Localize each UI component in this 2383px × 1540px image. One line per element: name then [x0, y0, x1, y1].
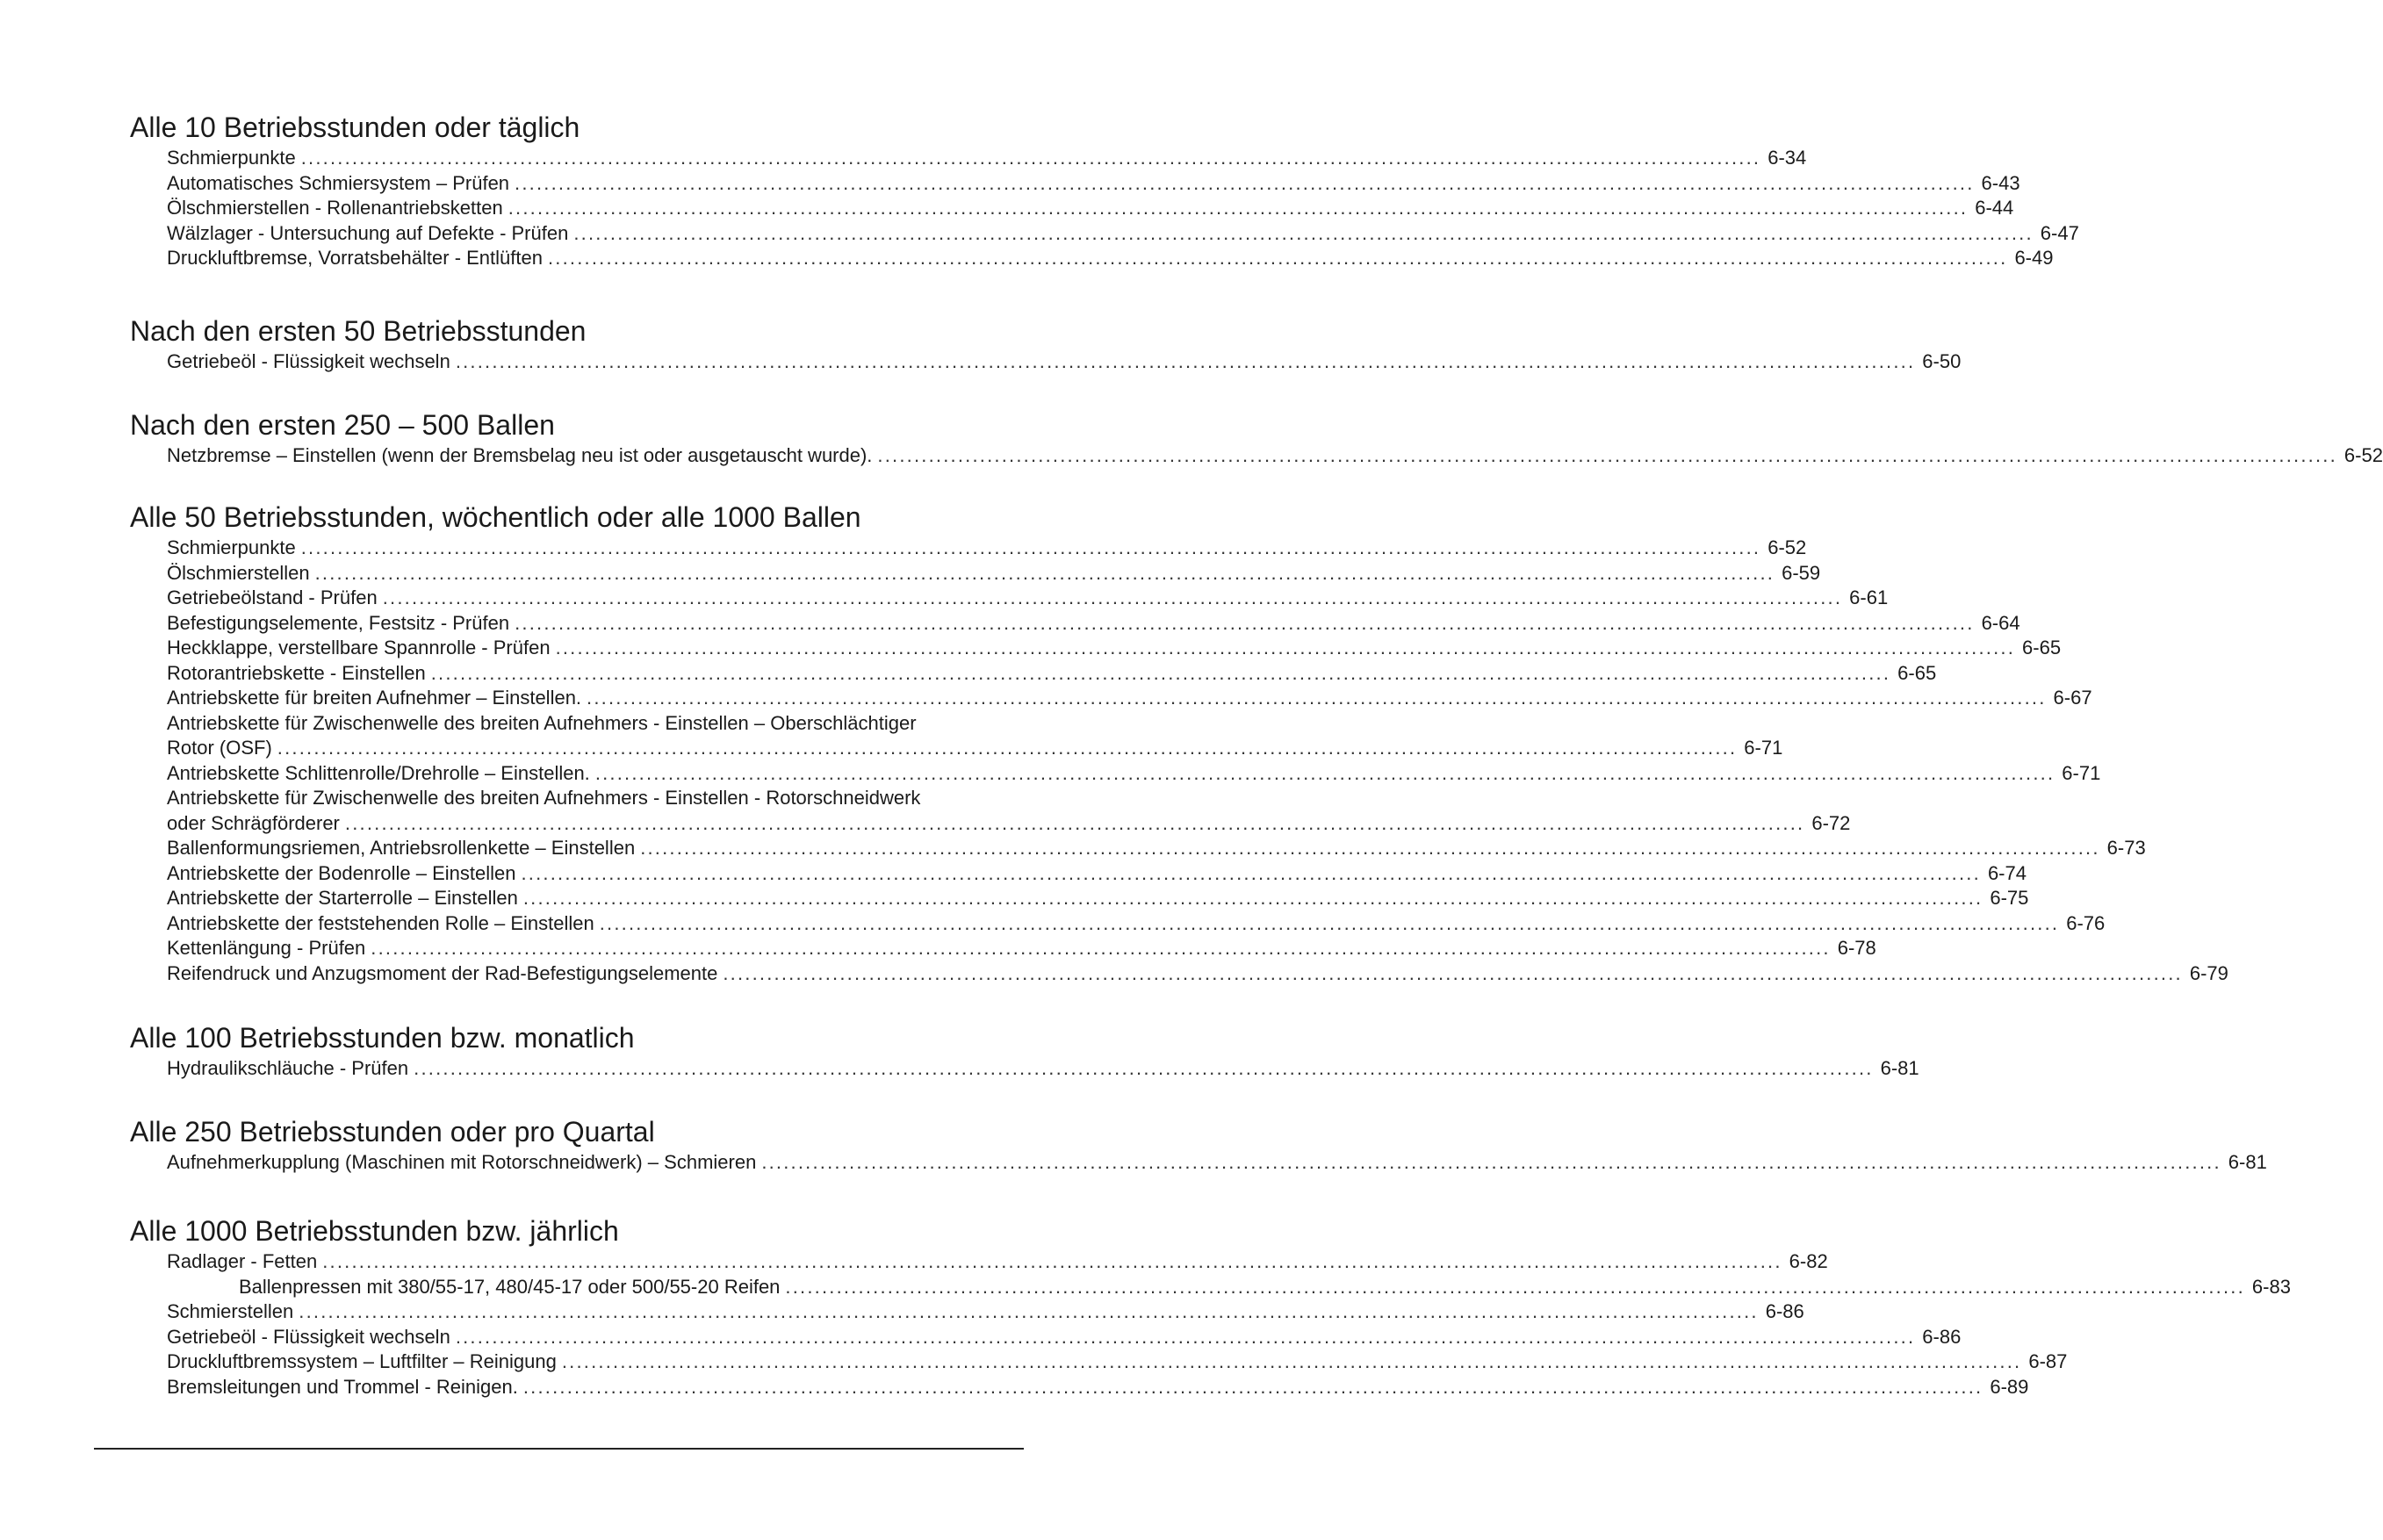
- entry-label: Schmierstellen: [167, 1300, 294, 1322]
- entry-label: Schmierpunkte: [167, 536, 296, 558]
- entry-label: Getriebeöl - Flüssigkeit wechseln: [167, 1325, 450, 1348]
- dot-leader: ........................................................................................................................................................................................................: [430, 661, 1891, 684]
- entry-label: Antriebskette der Bodenrolle – Einstellen: [167, 861, 516, 884]
- entry-label: Bremsleitungen und Trommel - Reinigen.: [167, 1375, 518, 1398]
- toc-entry[interactable]: [167, 246, 2054, 271]
- entry-list: [130, 443, 2383, 469]
- entry-page-number: 6-44: [1975, 197, 2014, 219]
- entry-page-number: 6-86: [1922, 1325, 1962, 1348]
- toc-entry[interactable]: [167, 936, 1876, 961]
- entry-page-number: 6-81: [2228, 1151, 2267, 1173]
- entry-list: [130, 349, 1962, 375]
- toc-entry[interactable]: [167, 349, 1962, 375]
- dot-leader: ........................................................................................................................................................................................................: [300, 536, 1761, 558]
- entry-label: Hydraulikschläuche - Prüfen: [167, 1057, 409, 1079]
- toc-entry[interactable]: [167, 611, 2020, 637]
- entry-page-number: 6-73: [2106, 837, 2146, 859]
- entry-page-number: 6-82: [1789, 1250, 1828, 1272]
- toc-entry[interactable]: [167, 636, 2062, 661]
- entry-list: [130, 1150, 2267, 1176]
- toc-entry[interactable]: [167, 911, 2106, 937]
- entry-page-number: 6-75: [1990, 887, 2029, 909]
- toc-entry[interactable]: [167, 561, 1821, 586]
- toc-entry[interactable]: [167, 586, 1889, 611]
- toc-entry[interactable]: [167, 196, 2014, 221]
- toc-section: [130, 111, 2079, 271]
- dot-leader: ........................................................................................................................................................................................................: [344, 811, 1805, 834]
- toc-entry[interactable]: [167, 861, 2027, 887]
- dot-leader: ........................................................................................................................................................................................................: [522, 1375, 1983, 1398]
- entry-label: Antriebskette Schlittenrolle/Drehrolle – Einstellen.: [167, 761, 590, 784]
- entry-label: Ballenformungsriemen, Antriebsrollenkette – Einstellen: [167, 837, 636, 859]
- dot-leader: ........................................................................................................................................................................................................: [277, 737, 1738, 759]
- toc-entry[interactable]: [167, 1349, 2068, 1375]
- toc-entry[interactable]: [167, 1299, 1804, 1325]
- section-title: Nach den ersten 250 – 500 Ballen: [130, 409, 555, 441]
- entry-label: Befestigungselemente, Festsitz - Prüfen: [167, 611, 510, 634]
- dot-leader: ........................................................................................................................................................................................................: [594, 761, 2055, 784]
- entry-label-continued: Rotor (OSF): [167, 737, 272, 759]
- entry-page-number: 6-87: [2028, 1350, 2068, 1372]
- dot-leader: ........................................................................................................................................................................................................: [521, 861, 1981, 884]
- dot-leader: ........................................................................................................................................................................................................: [515, 171, 1975, 194]
- toc-entry[interactable]: [167, 686, 2092, 711]
- toc-entry[interactable]: [167, 961, 2228, 987]
- entry-page-number: 6-72: [1811, 811, 1851, 834]
- entry-label: Schmierpunkte: [167, 147, 296, 169]
- toc-entry[interactable]: [167, 1150, 2267, 1176]
- dot-leader: ........................................................................................................................................................................................................: [508, 197, 1969, 219]
- dot-leader: ........................................................................................................................................................................................................: [640, 837, 2100, 859]
- section-title: Alle 10 Betriebsstunden oder täglich: [130, 112, 580, 143]
- toc-section: [130, 500, 2228, 986]
- section-title: Alle 250 Betriebsstunden oder pro Quartal: [130, 1116, 655, 1148]
- dot-leader: ........................................................................................................................................................................................................: [573, 221, 2034, 244]
- entry-label: Antriebskette für breiten Aufnehmer – Einstellen.: [167, 687, 582, 709]
- entry-page-number: 6-71: [1744, 737, 1783, 759]
- dot-leader: ........................................................................................................................................................................................................: [723, 961, 2183, 984]
- toc-entry[interactable]: [167, 836, 2146, 861]
- entry-label: Antriebskette der Starterrolle – Einstellen: [167, 887, 518, 909]
- entry-page-number: 6-74: [1987, 861, 2027, 884]
- toc-entry[interactable]: [167, 536, 1807, 561]
- entry-page-number: 6-64: [1981, 611, 2020, 634]
- entry-page-number: 6-83: [2251, 1275, 2291, 1298]
- dot-leader: ........................................................................................................................................................................................................: [561, 1350, 2022, 1372]
- dot-leader: ........................................................................................................................................................................................................: [522, 887, 1983, 909]
- entry-page-number: 6-61: [1849, 586, 1889, 608]
- entry-page-number: 6-52: [2343, 444, 2383, 466]
- toc-entry[interactable]: [167, 171, 2020, 197]
- bottom-rule: [94, 1448, 1024, 1450]
- entry-label: Antriebskette für Zwischenwelle des breiten Aufnehmers - Einstellen – Oberschlächtiger: [167, 711, 917, 734]
- toc-entry[interactable]: [167, 443, 2383, 469]
- section-title: Alle 100 Betriebsstunden bzw. monatlich: [130, 1022, 635, 1054]
- entry-page-number: 6-81: [1880, 1057, 1919, 1079]
- entry-label: Radlager - Fetten: [167, 1250, 318, 1272]
- dot-leader: ........................................................................................................................................................................................................: [515, 611, 1975, 634]
- entry-page-number: 6-34: [1767, 147, 1807, 169]
- entry-page-number: 6-59: [1782, 561, 1821, 584]
- entry-label: Ölschmierstellen: [167, 561, 310, 584]
- entry-page-number: 6-71: [2062, 761, 2101, 784]
- entry-page-number: 6-65: [2022, 637, 2062, 658]
- entry-page-number: 6-67: [2053, 687, 2092, 709]
- section-title: Alle 50 Betriebsstunden, wöchentlich oder alle 1000 Ballen: [130, 501, 861, 533]
- entry-label: Kettenlängung - Prüfen: [167, 937, 366, 959]
- entry-page-number: 6-43: [1981, 171, 2020, 194]
- entry-page-number: 6-79: [2189, 961, 2228, 984]
- entry-label: Ölschmierstellen - Rollenantriebsketten: [167, 197, 503, 219]
- toc-section: [130, 1115, 2267, 1176]
- toc-entry[interactable]: [167, 761, 2101, 787]
- entry-label: Reifendruck und Anzugsmoment der Rad-Befestigungselemente: [167, 961, 718, 984]
- entry-label: Heckklappe, verstellbare Spannrolle - Prüfen: [167, 637, 551, 658]
- toc-entry[interactable]: [167, 146, 1807, 171]
- entry-label: Antriebskette für Zwischenwelle des breiten Aufnehmers - Einstellen - Rotorschneidwerk: [167, 787, 921, 809]
- entry-label: Antriebskette der feststehenden Rolle – Einstellen: [167, 911, 594, 934]
- entry-label: Netzbremse – Einstellen (wenn der Bremsbelag neu ist oder ausgetauscht wurde).: [167, 444, 873, 466]
- dot-leader: ........................................................................................................................................................................................................: [299, 1300, 1759, 1322]
- dot-leader: ........................................................................................................................................................................................................: [455, 350, 1916, 372]
- entry-page-number: 6-49: [2014, 247, 2054, 269]
- toc-section: [130, 314, 1962, 375]
- entry-label: Ballenpressen mit 380/55-17, 480/45-17 oder 500/55-20 Reifen: [239, 1275, 781, 1298]
- dot-leader: ........................................................................................................................................................................................................: [555, 637, 2016, 658]
- toc-entry[interactable]: [167, 1325, 1962, 1350]
- entry-page-number: 6-65: [1897, 661, 1937, 684]
- entry-page-number: 6-86: [1765, 1300, 1804, 1322]
- toc-entry[interactable]: [167, 1249, 1828, 1275]
- toc-entry[interactable]: [167, 221, 2079, 247]
- entry-label: Druckluftbremssystem – Luftfilter – Reinigung: [167, 1350, 557, 1372]
- toc-section: [130, 1214, 2291, 1400]
- entry-page-number: 6-47: [2040, 221, 2079, 244]
- dot-leader: ........................................................................................................................................................................................................: [314, 561, 1775, 584]
- dot-leader: ........................................................................................................................................................................................................: [382, 586, 1843, 608]
- toc-entry[interactable]: [167, 886, 2029, 911]
- section-title: Nach den ersten 50 Betriebsstunden: [130, 315, 587, 347]
- dot-leader: ........................................................................................................................................................................................................: [587, 687, 2047, 709]
- toc-entry[interactable]: [167, 711, 1783, 761]
- toc-section: [130, 1021, 1919, 1082]
- entry-label-continued: oder Schrägförderer: [167, 811, 340, 834]
- entry-list: [130, 146, 2079, 271]
- dot-leader: ........................................................................................................................................................................................................: [761, 1151, 2221, 1173]
- toc-entry[interactable]: [167, 786, 1851, 836]
- toc-entry[interactable]: [167, 661, 1937, 687]
- toc-entry[interactable]: [239, 1275, 2291, 1300]
- entry-page-number: 6-50: [1922, 350, 1962, 372]
- entry-label: Wälzlager - Untersuchung auf Defekte - Prüfen: [167, 221, 569, 244]
- dot-leader: ........................................................................................................................................................................................................: [455, 1325, 1916, 1348]
- dot-leader: ........................................................................................................................................................................................................: [547, 247, 2008, 269]
- entry-page-number: 6-52: [1767, 536, 1807, 558]
- section-title: Alle 1000 Betriebsstunden bzw. jährlich: [130, 1215, 619, 1247]
- toc-entry[interactable]: [167, 1056, 1919, 1082]
- entry-list: [130, 1056, 1919, 1082]
- entry-list: [130, 1249, 2291, 1400]
- dot-leader: ........................................................................................................................................................................................................: [785, 1275, 2245, 1298]
- dot-leader: ........................................................................................................................................................................................................: [300, 147, 1761, 169]
- entry-list: [130, 536, 2228, 986]
- entry-page-number: 6-76: [2066, 911, 2106, 934]
- entry-label: Aufnehmerkupplung (Maschinen mit Rotorschneidwerk) – Schmieren: [167, 1151, 757, 1173]
- entry-label: Getriebeöl - Flüssigkeit wechseln: [167, 350, 450, 372]
- entry-label: Getriebeölstand - Prüfen: [167, 586, 378, 608]
- toc-entry[interactable]: [167, 1375, 2029, 1400]
- dot-leader: ........................................................................................................................................................................................................: [414, 1057, 1874, 1079]
- entry-label: Rotorantriebskette - Einstellen: [167, 661, 426, 684]
- dot-leader: ........................................................................................................................................................................................................: [371, 937, 1831, 959]
- toc-section: [130, 408, 2383, 469]
- entry-page-number: 6-89: [1990, 1375, 2029, 1398]
- entry-label: Automatisches Schmiersystem – Prüfen: [167, 171, 510, 194]
- dot-leader: ........................................................................................................................................................................................................: [599, 911, 2060, 934]
- entry-page-number: 6-78: [1837, 937, 1876, 959]
- entry-label: Druckluftbremse, Vorratsbehälter - Entlüften: [167, 247, 543, 269]
- dot-leader: ........................................................................................................................................................................................................: [877, 444, 2337, 466]
- dot-leader: ........................................................................................................................................................................................................: [322, 1250, 1782, 1272]
